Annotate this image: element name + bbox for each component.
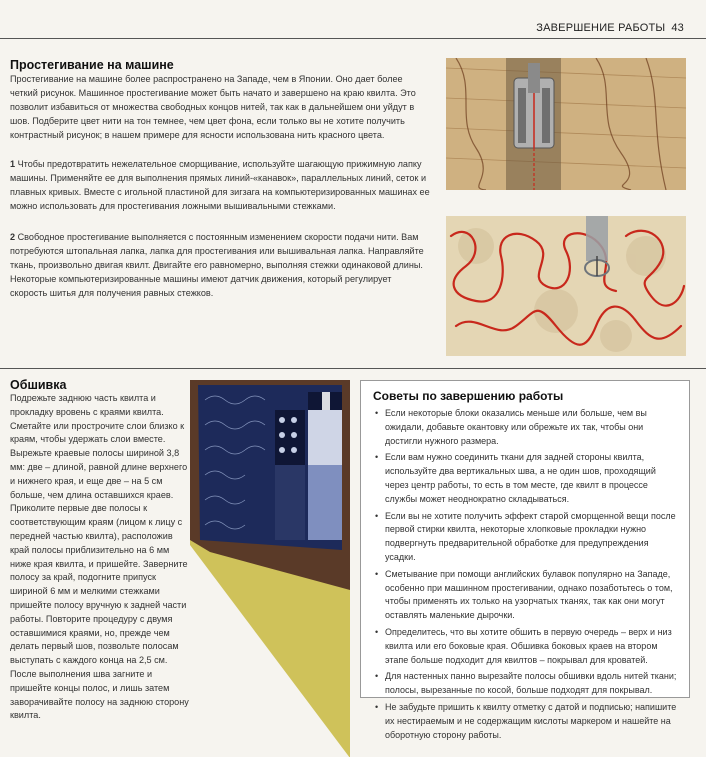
tips-title: Советы по завершению работы	[373, 389, 564, 403]
tip-text: Если вы не хотите получить эффект старой сморщенной вещи после первой стирки квилта, некоторые хлопковые прокладки нужно подвергнуть предварительной обработке для предупреждения усадки.	[385, 510, 676, 562]
intro-paragraph: Простегивание на машине более распространено на Западе, чем в Японии. Оно дает более четкий рисунок. Машинное простегивание может быть начато и завершено на краю квилта. Это позволит избавиться от множества свободных концов нитей, так как в дальнейшем они уйдут в шов. Подберите цвет нити на тон темнее, чем цвет фона, если только вы не хотите получить контрастный рисунок; в нашем примере для ясности использована нить красного цвета.	[10, 74, 416, 140]
tip-text: Для настенных панно вырезайте полосы обшивки вдоль нитей ткани; полосы, вырезанные по косой, больше подходят для покрывал.	[385, 671, 677, 696]
tip-text: Сметывание при помощи английских булавок популярно на Западе, особенно при машинном простегивании, однако позаботьтесь о том, чтобы применять их только на узорчатых тканях, так как они могут оставлять маленькие дырочки.	[385, 568, 673, 621]
bullet-icon: •	[375, 701, 379, 712]
bullet-icon: •	[375, 671, 379, 682]
binding-paragraph: Подрежьте заднюю часть квилта и прокладку вровень с краями квилта. Сметайте или прострочите слои близко к краям, чтобы удержать слои вместе. Вырежьте краевые полосы шириной 3,8 мм: две – длиной, равной длине верхнего и нижнего края, и еще две – на 5 см больше, чем длина оставшихся краев. Приколите первые две полосы к соответствующим краям (лицом к лицу с передней частью квилта), расположив край полосы приблизительно на 6 мм ниже края квилта, и пришейте. Заверните полосу за край, подогните припуск шириной 6 мм и мелкими стежками пришейте полосу вручную к задней части работы. Повторите процедуру с двумя оставшимися краями, но, прежде чем делать первый шов, позвольте полосам выступать с каждого конца на 2,5 см. После выполнения шва загните и пришейте концы полос, и лишь затем заворачивайте полосу на заднюю сторону квилта.	[10, 393, 189, 721]
running-header	[536, 22, 684, 34]
page-number: 43	[671, 22, 684, 34]
tips-list	[375, 407, 681, 745]
bullet-icon: •	[375, 626, 379, 637]
tips-box	[360, 380, 690, 740]
tip-item	[375, 626, 681, 667]
tip-item	[375, 451, 681, 506]
step-1-paragraph	[10, 157, 430, 213]
section-title: ЗАВЕРШЕНИЕ РАБОТЫ	[536, 22, 666, 34]
section-title-binding: Обшивка	[10, 378, 67, 392]
bullet-icon: •	[375, 408, 379, 418]
step-1-number: 1	[10, 159, 16, 169]
tip-item	[375, 670, 681, 698]
tip-item	[375, 510, 681, 565]
photo-binding-corner	[190, 380, 350, 757]
tip-item	[375, 701, 681, 742]
step-1-text: Чтобы предотвратить нежелательное сморщивание, используйте шагающую прижимную лапку машины. Применяйте ее для выполнения прямых линий-«канавок», параллельных линий, сеток и плавных кривых. Вместе с игольной пластиной для зигзага на компьютеризированных машинах ее можно использовать для простегивания ложными вышивальными стежками.	[10, 159, 430, 211]
tip-item	[375, 407, 681, 448]
bullet-icon: •	[375, 568, 379, 579]
tip-text: Определитесь, что вы хотите обшить в первую очередь – верх и низ квилта или его боковые края. Обшивка боковых краев на втором этапе больше подходит для квилтов – покрывал для кроватей.	[385, 626, 672, 665]
tip-item	[375, 568, 681, 623]
tip-text: Если некоторые блоки оказались меньше или больше, чем вы ожидали, добавьте окантовку или обрежьте их так, чтобы они достигли нужного размера.	[385, 408, 647, 446]
step-2-paragraph	[10, 230, 430, 300]
tip-text: Не забудьте пришить к квилту отметку с датой и подписью; напишите их нестираемым и не содержащим кислоты маркером и нашейте на оборотную сторону работы.	[385, 701, 677, 740]
photo-free-motion-quilting	[446, 216, 686, 356]
step-2-text: Свободное простегивание выполняется с постоянным изменением скорости подачи нити. Вам потребуются штопальная лапка, лапка для простегивания или вышивальная лапка. Направляйте ткань, произвольно двигая квилт. Двигайте его равномерно, выполняя стежки одинаковой длины. Некоторые компьютеризированные машины имеют датчик движения, который регулирует скорость шитья для получения равных стежков.	[10, 232, 424, 298]
step-2-number: 2	[10, 232, 16, 242]
header-rule	[0, 38, 706, 39]
section-title-machine-quilting: Простегивание на машине	[10, 58, 174, 72]
bullet-icon: •	[375, 452, 379, 463]
photo-walking-foot	[446, 58, 686, 190]
tip-text: Если вам нужно соединить ткани для задней стороны квилта, используйте два вертикальных шва, а не один шов, проходящий через центр работы, то есть в том месте, где квилт в процессе службы может неоднократно складываться.	[385, 452, 656, 504]
section-divider	[0, 368, 706, 369]
bullet-icon: •	[375, 510, 379, 521]
